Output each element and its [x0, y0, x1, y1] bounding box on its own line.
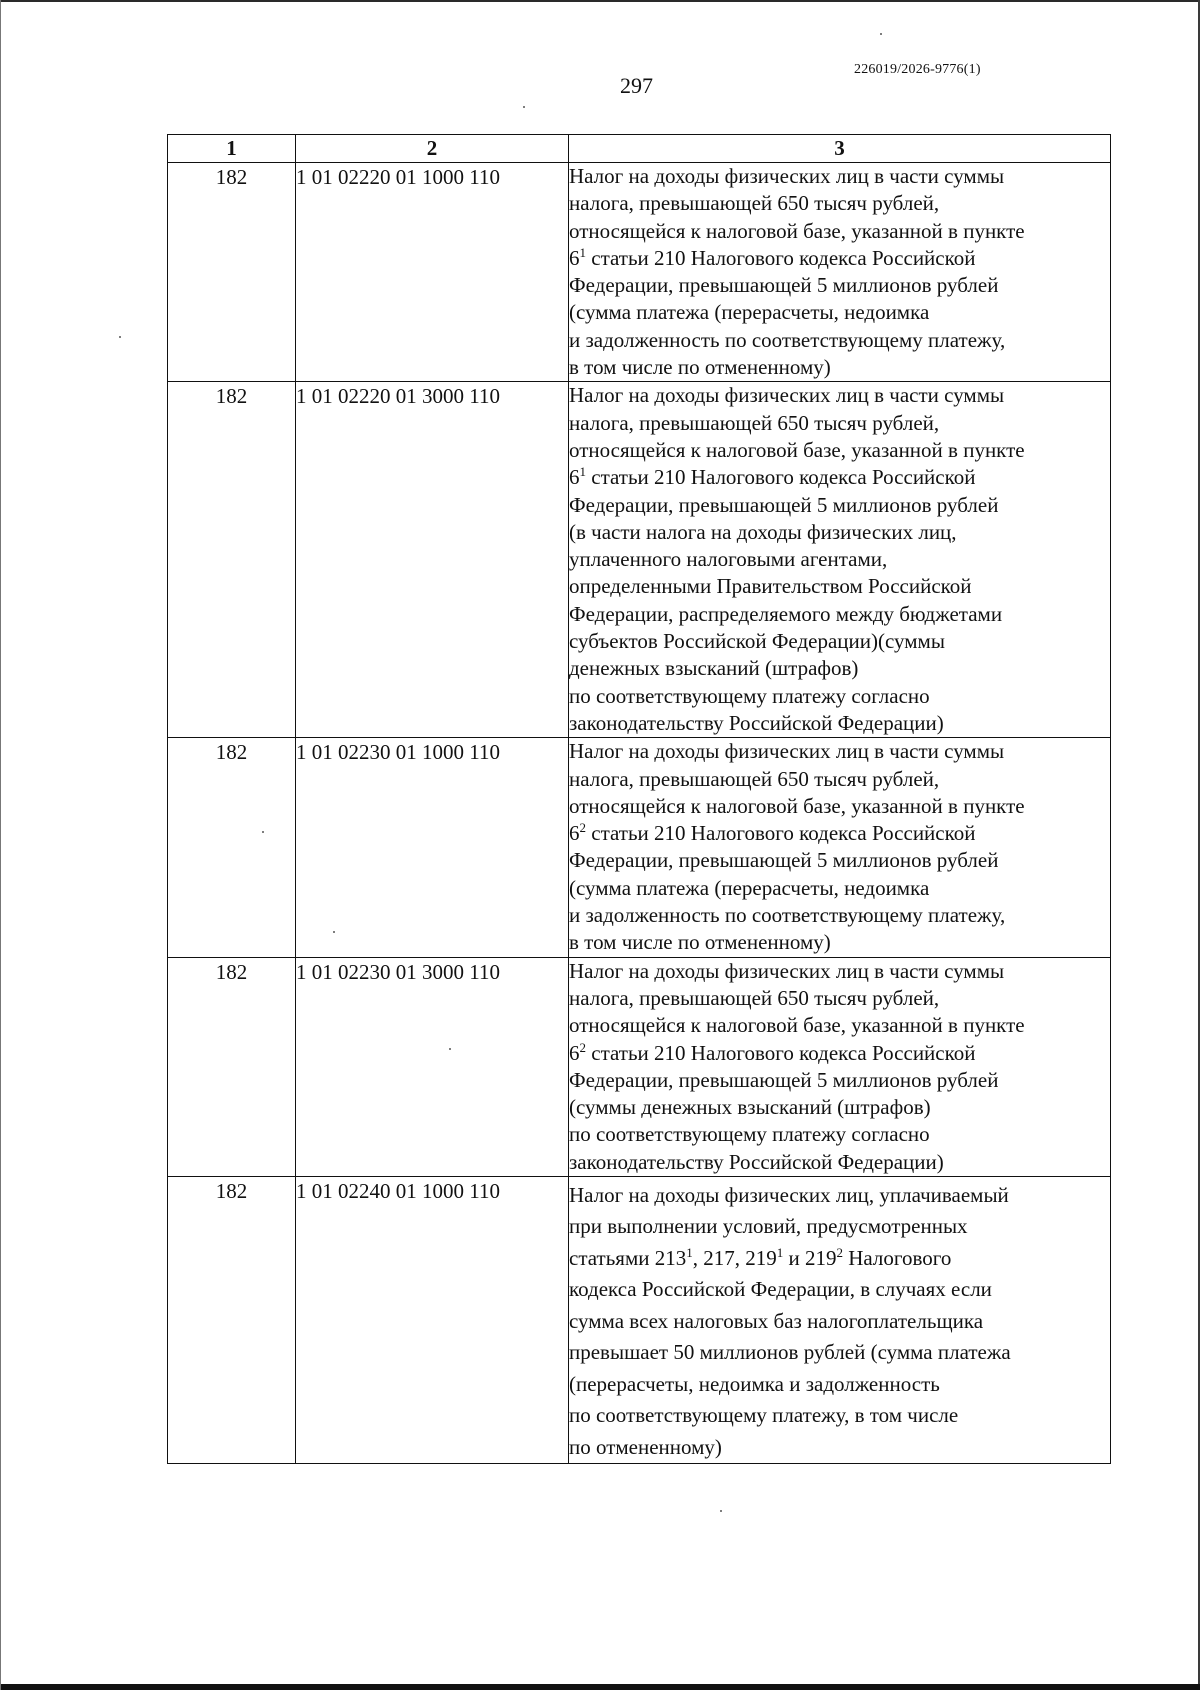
text-run: превышает 50 миллионов рублей (сумма платежа	[569, 1340, 1011, 1365]
text-run: 6	[569, 821, 580, 846]
text-line	[569, 299, 1110, 326]
text-run: относящейся к налоговой базе, указанной в пункте	[569, 1013, 1025, 1038]
cell-budget-code: 1 01 02220 01 1000 110	[296, 163, 569, 382]
superscript-index: 1	[579, 244, 586, 260]
text-run: (перерасчеты, недоимка и задолженность	[569, 1371, 940, 1396]
text-run: в том числе по отмененному)	[569, 930, 831, 955]
text-line	[569, 710, 1110, 737]
text-run: по соответствующему платежу согласно	[569, 683, 930, 708]
text-run: определенными Правительством Российской	[569, 574, 972, 599]
cell-admin-code: 182	[168, 1176, 296, 1464]
text-run: уплаченного налоговыми агентами,	[569, 547, 888, 572]
text-run: кодекса Российской Федерации, в случаях если	[569, 1277, 992, 1302]
text-run: денежных взысканий (штрафов)	[569, 656, 859, 681]
cell-budget-code: 1 01 02230 01 3000 110	[296, 957, 569, 1176]
text-line	[569, 218, 1110, 245]
text-run: по соответствующему платежу, в том числе	[569, 1403, 959, 1428]
text-run: субъектов Российской Федерации)(суммы	[569, 629, 945, 654]
cell-budget-code: 1 01 02230 01 1000 110	[296, 738, 569, 957]
budget-classification-table	[167, 134, 1111, 1464]
table-row	[168, 738, 1111, 957]
text-line	[569, 1094, 1110, 1121]
text-run: Налог на доходы физических лиц, уплачиваемый	[569, 1182, 1009, 1207]
text-run: Налог на доходы физических лиц в части суммы	[569, 958, 1005, 983]
text-run: Налог на доходы физических лиц в части суммы	[569, 739, 1005, 764]
text-line	[569, 1149, 1110, 1176]
table-row	[168, 1176, 1111, 1464]
text-run: статьи 210 Налогового кодекса Российской	[586, 465, 976, 490]
text-line	[569, 1306, 1110, 1338]
text-run: статьи 210 Налогового кодекса Российской	[586, 245, 976, 270]
text-run: Налог на доходы физических лиц в части суммы	[569, 164, 1005, 188]
text-run: при выполнении условий, предусмотренных	[569, 1214, 968, 1239]
text-line	[569, 1067, 1110, 1094]
text-line	[569, 1369, 1110, 1401]
table-header-row	[168, 135, 1111, 163]
text-run: законодательству Российской Федерации)	[569, 1149, 944, 1174]
text-line	[569, 1243, 1110, 1275]
text-line	[569, 519, 1110, 546]
text-line	[569, 327, 1110, 354]
cell-budget-code: 1 01 02220 01 3000 110	[296, 382, 569, 738]
column-header-1: 1	[168, 135, 296, 163]
text-line	[569, 190, 1110, 217]
text-line	[569, 492, 1110, 519]
text-line	[569, 601, 1110, 628]
text-run: налога, превышающей 650 тысяч рублей,	[569, 191, 940, 216]
superscript-index: 1	[776, 1244, 784, 1260]
cell-income-name	[569, 738, 1111, 957]
scan-edge-left	[0, 0, 1, 1690]
text-line	[569, 929, 1110, 956]
text-run: 6	[569, 245, 580, 270]
text-run: (сумма платежа (перерасчеты, недоимка	[569, 875, 930, 900]
text-line	[569, 628, 1110, 655]
text-run: 6	[569, 465, 580, 490]
text-run: сумма всех налоговых баз налогоплательщика	[569, 1308, 984, 1333]
text-run: Федерации, превышающей 5 миллионов рублей	[569, 848, 999, 873]
scan-edge-bottom	[0, 1684, 1200, 1690]
superscript-index: 2	[836, 1244, 843, 1260]
text-line	[569, 1274, 1110, 1306]
text-run: налога, превышающей 650 тысяч рублей,	[569, 766, 940, 791]
table-row	[168, 163, 1111, 382]
text-line	[569, 464, 1110, 491]
cell-admin-code: 182	[168, 738, 296, 957]
text-run: статьи 210 Налогового кодекса Российской	[586, 821, 976, 846]
text-run: налога, превышающей 650 тысяч рублей,	[569, 985, 940, 1010]
scan-speck	[523, 106, 525, 108]
superscript-index: 2	[579, 820, 586, 836]
text-line	[569, 902, 1110, 929]
text-line	[569, 655, 1110, 682]
text-line	[569, 847, 1110, 874]
table-row	[168, 957, 1111, 1176]
text-run: Федерации, превышающей 5 миллионов рублей	[569, 273, 999, 298]
text-line	[569, 573, 1110, 600]
text-run: (суммы денежных взысканий (штрафов)	[569, 1095, 931, 1120]
text-run: Налогового	[842, 1245, 952, 1270]
scan-speck	[880, 33, 882, 35]
text-line	[569, 985, 1110, 1012]
text-run: Федерации, распределяемого между бюджетами	[569, 601, 1003, 626]
superscript-index: 1	[686, 1244, 693, 1260]
column-header-2: 2	[296, 135, 569, 163]
text-line	[569, 875, 1110, 902]
text-line	[569, 793, 1110, 820]
page-number: 297	[620, 73, 653, 98]
cell-income-name	[569, 957, 1111, 1176]
text-run: (в части налога на доходы физических лиц,	[569, 519, 957, 544]
text-run: по отмененному)	[569, 1434, 722, 1459]
scan-speck	[119, 336, 121, 338]
text-line	[569, 683, 1110, 710]
table-body	[168, 163, 1111, 1464]
text-line	[569, 272, 1110, 299]
text-run: Федерации, превышающей 5 миллионов рублей	[569, 1067, 999, 1092]
text-run: налога, превышающей 650 тысяч рублей,	[569, 410, 940, 435]
superscript-index: 1	[579, 464, 586, 480]
text-run: и задолженность по соответствующему платежу,	[569, 903, 1006, 928]
cell-income-name	[569, 382, 1111, 738]
text-line	[569, 1337, 1110, 1369]
text-run: относящейся к налоговой базе, указанной в пункте	[569, 218, 1025, 243]
table-row	[168, 382, 1111, 738]
text-run: в том числе по отмененному)	[569, 355, 831, 380]
text-line	[569, 820, 1110, 847]
cell-admin-code: 182	[168, 163, 296, 382]
text-line	[569, 437, 1110, 464]
text-run: , 217, 219	[692, 1245, 777, 1270]
text-run: 6	[569, 1040, 580, 1065]
text-run: статьями 213	[569, 1245, 687, 1270]
text-line	[569, 1121, 1110, 1148]
text-line	[569, 382, 1110, 409]
text-run: законодательству Российской Федерации)	[569, 710, 944, 735]
text-line	[569, 1400, 1110, 1432]
text-line	[569, 958, 1110, 985]
text-run: относящейся к налоговой базе, указанной в пункте	[569, 793, 1025, 818]
text-line	[569, 245, 1110, 272]
scan-speck	[720, 1510, 722, 1512]
text-run: Налог на доходы физических лиц в части суммы	[569, 383, 1005, 408]
text-line	[569, 163, 1110, 190]
column-header-3: 3	[569, 135, 1111, 163]
text-line	[569, 1180, 1110, 1212]
text-line	[569, 1012, 1110, 1039]
text-line	[569, 1432, 1110, 1464]
cell-budget-code: 1 01 02240 01 1000 110	[296, 1176, 569, 1464]
text-run: относящейся к налоговой базе, указанной в пункте	[569, 437, 1025, 462]
superscript-index: 2	[579, 1039, 586, 1055]
text-line	[569, 354, 1110, 381]
text-line	[569, 546, 1110, 573]
text-run: по соответствующему платежу согласно	[569, 1122, 930, 1147]
cell-income-name	[569, 1176, 1111, 1464]
cell-income-name	[569, 163, 1111, 382]
text-line	[569, 766, 1110, 793]
cell-admin-code: 182	[168, 957, 296, 1176]
text-line	[569, 410, 1110, 437]
document-registration-number: 226019/2026-9776(1)	[854, 62, 981, 77]
text-line	[569, 738, 1110, 765]
text-run: Федерации, превышающей 5 миллионов рублей	[569, 492, 999, 517]
text-run: статьи 210 Налогового кодекса Российской	[586, 1040, 976, 1065]
text-line	[569, 1211, 1110, 1243]
scan-edge-top	[0, 0, 1200, 2]
text-line	[569, 1040, 1110, 1067]
text-run: (сумма платежа (перерасчеты, недоимка	[569, 300, 930, 325]
text-run: и задолженность по соответствующему платежу,	[569, 327, 1006, 352]
cell-admin-code: 182	[168, 382, 296, 738]
text-run: и 219	[783, 1245, 837, 1270]
